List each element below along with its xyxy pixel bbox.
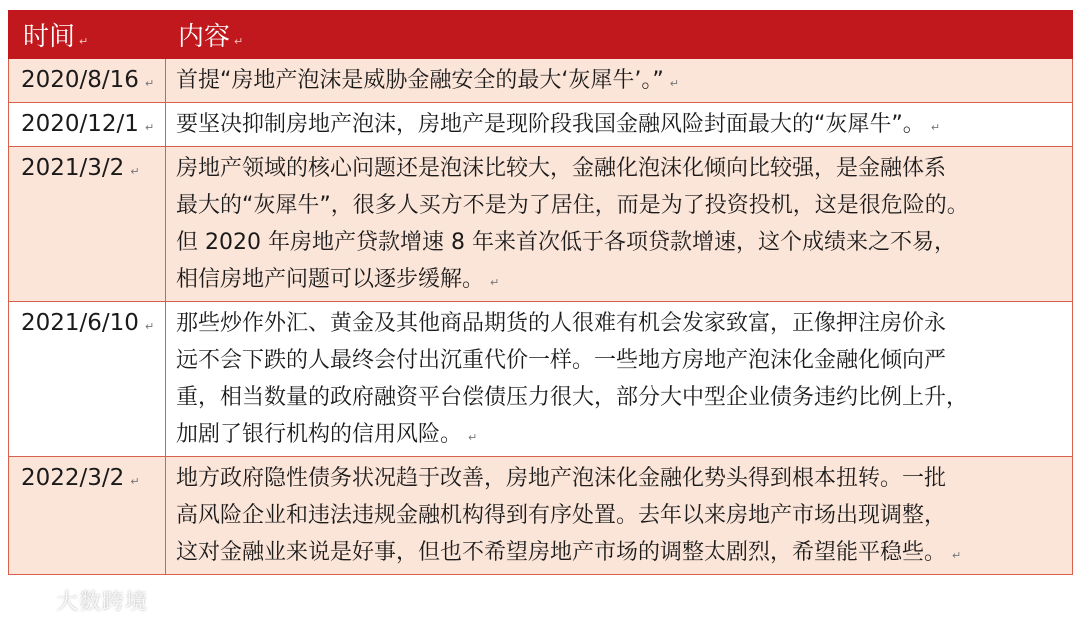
paragraph-mark-icon: ↵ xyxy=(234,35,244,48)
paragraph-mark-icon: ↵ xyxy=(144,77,155,90)
content-cell: 要坚决抑制房地产泡沫，房地产是现阶段我国金融风险封面最大的“灰犀牛”。 ↵ xyxy=(166,103,1073,147)
table-row xyxy=(9,59,1073,103)
watermark-logo-icon xyxy=(12,591,48,615)
paragraph-mark-icon: ↵ xyxy=(79,35,89,48)
date-cell: 2020/12/1 ↵ xyxy=(9,103,166,147)
content-cell: 首提“房地产泡沫是威胁金融安全的最大‘灰犀牛’。” ↵ xyxy=(166,59,1073,103)
paragraph-mark-icon: ↵ xyxy=(930,121,941,134)
paragraph-mark-icon: ↵ xyxy=(130,165,140,178)
paragraph-mark-icon: ↵ xyxy=(468,431,478,444)
watermark-text: 大数跨境 xyxy=(56,590,149,615)
paragraph-mark-icon: ↵ xyxy=(144,320,155,333)
table-row xyxy=(9,302,1073,457)
table-row xyxy=(9,147,1073,302)
policy-timeline-table xyxy=(8,10,1073,575)
date-cell: 2020/8/16 ↵ xyxy=(9,59,166,103)
date-cell: 2021/3/2 ↵ xyxy=(9,147,166,302)
header-time: 时间 ↵ xyxy=(9,11,166,59)
table-header-row xyxy=(9,11,1073,59)
table-row xyxy=(9,457,1073,575)
date-cell: 2021/6/10 ↵ xyxy=(9,302,166,457)
paragraph-mark-icon: ↵ xyxy=(130,475,140,488)
paragraph-mark-icon: ↵ xyxy=(952,549,962,562)
content-cell: 那些炒作外汇、黄金及其他商品期货的人很难有机会发家致富，正像押注房价永 远不会下跌的人最终会付出沉重代价一样。一些地方房地产泡沫化金融化倾向严 重，相当数量的政府融资平台偿债压力很大，部分大中型企业债务违约比例上升， 加剧了银行机构的信用风险。 ↵ xyxy=(166,302,1073,457)
content-cell: 地方政府隐性债务状况趋于改善，房地产泡沫化金融化势头得到根本扭转。一批 高风险企业和违法违规金融机构得到有序处置。去年以来房地产市场出现调整， 这对金融业来说是好事，但也不希望房地产市场的调整太剧烈，希望能平稳些。 ↵ xyxy=(166,457,1073,575)
header-content: 内容 ↵ xyxy=(166,11,1073,59)
content-cell: 房地产领域的核心问题还是泡沫比较大，金融化泡沫化倾向比较强，是金融体系 最大的“灰犀牛”，很多人买方不是为了居住，而是为了投资投机，这是很危险的。 但 2020 年房地产贷款增速 8 年来首次低于各项贷款增速，这个成绩来之不易， 相信房地产问题可以逐步缓解。 ↵ xyxy=(166,147,1073,302)
paragraph-mark-icon: ↵ xyxy=(144,121,155,134)
table-row xyxy=(9,103,1073,147)
watermark xyxy=(12,585,148,616)
paragraph-mark-icon: ↵ xyxy=(490,276,500,289)
paragraph-mark-icon: ↵ xyxy=(669,77,680,90)
date-cell: 2022/3/2 ↵ xyxy=(9,457,166,575)
